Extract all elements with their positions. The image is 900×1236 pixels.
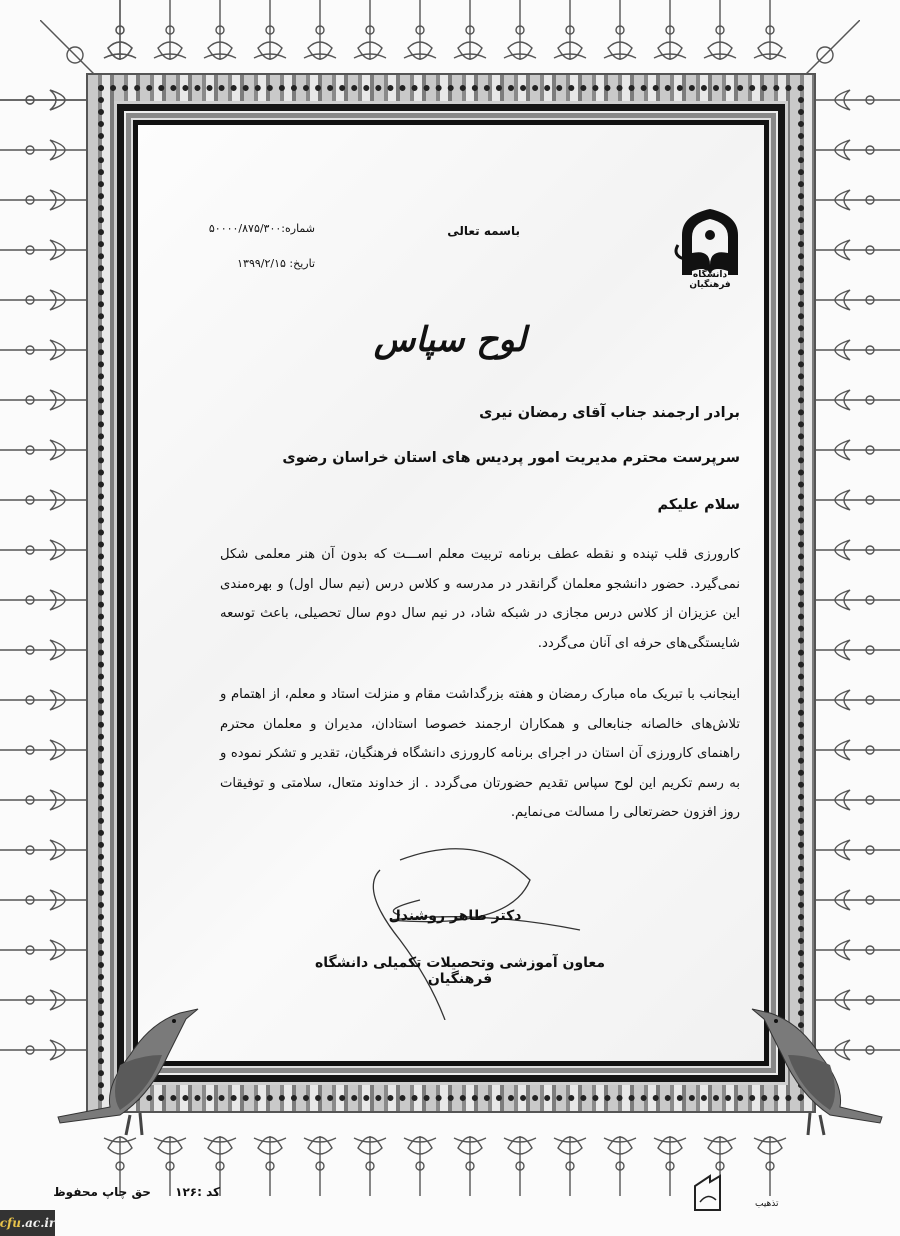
signer-name: دکتر طاهر روشندل <box>388 908 522 924</box>
site-watermark[interactable] <box>0 1210 55 1236</box>
recipient-position: سرپرست محترم مدیریت امور پردیس های استان خراسان رضوی <box>282 450 740 466</box>
number-value: ۵۰۰۰۰/۸۷۵/۳۰۰ <box>208 222 282 235</box>
code-value: ۱۲۶ <box>175 1185 198 1199</box>
certificate-title: لوح سپاس <box>373 320 527 360</box>
watermark-part1: cfu <box>0 1216 21 1230</box>
copyright-text: حق چاپ محفوظ <box>53 1185 151 1199</box>
date-value: ۱۳۹۹/۲/۱۵ <box>237 257 286 270</box>
footer-code <box>40 1185 220 1199</box>
handwritten-signature <box>330 840 610 1020</box>
logo-caption: دانشگاه فرهنگیان <box>689 270 731 290</box>
watermark-part2: .ac.ir <box>20 1216 56 1230</box>
publisher-name: تذهیب <box>755 1199 779 1209</box>
invocation: باسمه تعالی <box>447 224 520 238</box>
number-label: شماره: <box>281 222 315 235</box>
document-date <box>200 257 315 270</box>
document-number <box>180 222 315 235</box>
date-label: تاریخ: <box>289 257 315 270</box>
body-paragraph-1: کارورزی قلب تپنده و نقطه عطف برنامه تربیت معلم اســـت که بدون آن هنر معلمی شکل نمی‌گیرد. حضور دانشجو معلمان گرانقدر در مدرسه و کلاس درس (نیم سال اول) و بهره‌مندی این عزیزان از کلاس درس مجازی در شبکه شاد، در نیم سال دوم سال تحصیلی، باعث توسعه شایستگی‌های حرفه ای آنان می‌گردد. <box>220 547 740 651</box>
body-paragraph-2: اینجانب با تبریک ماه مبارک رمضان و هفته بزرگداشت مقام و منزلت استاد و معلم، از اهتمام و تلاش‌های خالصانه جنابعالی و همکاران ارجمند خصوصا استادان، مدیران و معلمان محترم راهنمای کارورزی آن استان در اجرای برنامه کارورزی دانشگاه فرهنگیان، تقدیر و تشکر نموده و به رسم تکریم این لوح سپاس تقدیم حضورتان می‌گردد . از خداوند متعال، سلامتی و توفیقات روز افزون حضرتعالی را مسالت می‌نمایم. <box>220 687 740 820</box>
bird-illustration-left <box>50 995 230 1145</box>
bird-illustration-right <box>730 995 900 1145</box>
greeting: سلام علیکم <box>657 497 740 513</box>
code-label: کد : <box>197 1185 220 1199</box>
recipient-name: برادر ارجمند جناب آقای رمضان نیری <box>479 405 740 421</box>
signer-title: معاون آموزشی وتحصیلات تکمیلی دانشگاه فرهنگیان <box>315 955 605 987</box>
